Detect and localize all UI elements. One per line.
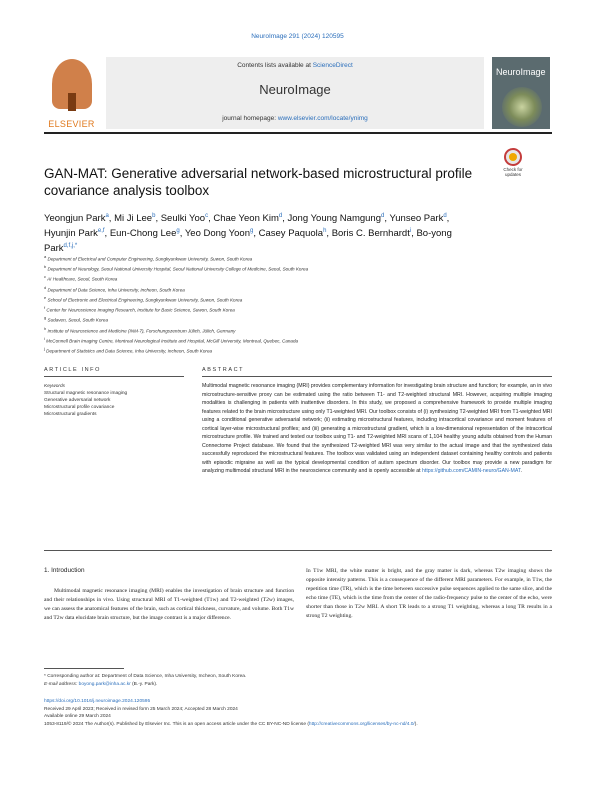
affiliation: $^e$ School of Electronic and Electrical Engineering, Sungkyunkwan University, Suwon, South Korea bbox=[44, 294, 243, 303]
author-name[interactable]: Yunseo Park bbox=[389, 213, 444, 225]
keywords-heading: Keywords bbox=[44, 384, 66, 389]
author-name[interactable]: Eun-Chong Lee bbox=[109, 228, 177, 240]
journal-masthead bbox=[44, 57, 552, 129]
contents-available: Contents lists available at ScienceDirect bbox=[237, 62, 353, 69]
author-email-link[interactable]: boyong.park@inha.ac.kr bbox=[78, 681, 131, 687]
crossmark-label: Check for updates bbox=[503, 167, 523, 177]
introduction-paragraph-right: In T1w MRI, the white matter is bright, and the gray matter is dark, whereas T2w imaging shows the opposite intensity patterns. This is a consequence of the different MRI parameters. For example, in T1w, the repetition time (TR), which is the time between successive pulse sequences applied to the same slice, and the echo time (TE), which is the time from the center of the radio-frequency pulse to the center of the echo, were shorter than those in T2w MRI. A short TR leads to a strong T1 weighting, whereas a long TR results in a strong T2 weighting. bbox=[306, 568, 552, 619]
abstract-text: Multimodal magnetic resonance imaging (MRI) provides complementary information for investigating brain structure and function; for example, an in vivo microstructure-sensitive proxy can be estimated using the ratio between T1- and T2-weighted structural MRI. However, acquiring multiple imaging modalities is challenging in patients with inattentive disorders. In this study, we proposed a comprehensive framework to provide multiple imaging features related to the brain microstructure using only T1-weighted MRI. Our toolbox consists of (i) synthesizing T2-weighted MRI from T1-weighted MRI using a conditional generative adversarial network; (ii) estimating microstructural features, including intracortical covariance and moment features of cortical layer-wise microstructural profiles; and (iii) generating a microstructural gradient, which is a low-dimensional representation of the intracortical microstructure profile. We trained and tested our toolbox using T1- and T2-weighted MRI scans of 1,104 healthy young adults obtained from the Human Connectome Project database. We found that the synthesized T2-weighted MRI was very similar to the actual image and that the synthesized data successfully reproduced the microstructural features. The toolbox was validated using an independent dataset containing healthy controls and patients with episodic migraine as well as the typical developmental condition of autism spectrum disorder. Our toolbox may provide a new paradigm for analyzing multimodal structural MRI in the neuroscience community and is openly accessible at https://github.com/CAMIN-neuro/GAN-MAT. bbox=[202, 383, 552, 474]
journal-homepage: journal homepage: www.elsevier.com/locate/ynimg bbox=[222, 115, 368, 122]
affiliation: $^h$ Institute of Neuroscience and Medicine (INM-7), Forschungszentrum Jülich, Jülich, Germany bbox=[44, 325, 236, 334]
introduction-heading: 1. Introduction bbox=[44, 567, 85, 574]
cover-title: NeuroImage bbox=[496, 67, 546, 77]
affiliation: $^i$ McConnell Brain Imaging Centre, Montreal Neurological Institute and Hospital, McGill University, Montreal, Quebec, Canada bbox=[44, 335, 299, 344]
affiliation: $^c$ AI Healthcare, Seoul, South Korea bbox=[44, 274, 118, 282]
author-affiliation-marker: i bbox=[409, 228, 412, 235]
author-name[interactable]: Seulki Yoo bbox=[160, 213, 206, 225]
elsevier-logo bbox=[44, 57, 99, 129]
header-divider bbox=[44, 132, 552, 134]
article-title: GAN-MAT: Generative adversarial network-based microstructural profile covariance analysis toolbox bbox=[44, 166, 473, 198]
author-name[interactable]: Chae Yeon Kim bbox=[213, 213, 279, 225]
keyword: Microstructural gradients bbox=[44, 412, 97, 417]
affiliation: $^a$ Department of Electrical and Computer Engineering, Sungkyunkwan University, Suwon, South Korea bbox=[44, 254, 253, 262]
license-statement: 1053-8119/© 2024 The Author(s). Published by Elsevier Inc. This is an open access article under the CC BY-NC-ND license (http://creativecommons.org/licenses/by-nc-nd/4.0/). bbox=[44, 721, 418, 727]
affiliation: $^g$ Sudaven, Seoul, South Korea bbox=[44, 315, 109, 323]
author-name[interactable]: Hyunjin Park bbox=[44, 228, 98, 240]
license-link[interactable]: http://creativecommons.org/licenses/by-nc-nd/4.0/ bbox=[308, 721, 415, 727]
homepage-link[interactable]: www.elsevier.com/locate/ynimg bbox=[277, 115, 368, 122]
github-link[interactable]: https://github.com/CAMIN-neuro/GAN-MAT bbox=[422, 468, 521, 474]
sciencedirect-link[interactable]: ScienceDirect bbox=[312, 62, 353, 69]
received-dates: Received 29 April 2023; Received in revised form 25 March 2024; Accepted 28 March 2024 bbox=[44, 706, 238, 712]
author-list: Yeongjun Park$^a$, Mi Ji Lee$^b$, Seulki Yoo$^c$, Chae Yeon Kim$^d$, Jong Young Namgung$^d$, Yunseo Park$^d$, Hyunjin Park$^{e,f}$, Eun-Chong Lee$^g$, Yeo Dong Yoon$^g$, Casey Paquola$^h$, Boris C. Bernhardt$^i$, Bo-yong Park$^{d,f,j,*}$ bbox=[44, 213, 452, 255]
publisher-name: ELSEVIER bbox=[48, 119, 95, 129]
author-name[interactable]: Boris C. Bernhardt bbox=[331, 228, 410, 240]
journal-cover-image bbox=[492, 57, 550, 129]
keywords-block bbox=[44, 383, 184, 418]
masthead-info bbox=[106, 57, 484, 129]
author-affiliation-marker: a bbox=[105, 213, 109, 219]
author-name[interactable]: Yeongjun Park bbox=[44, 213, 106, 225]
author-affiliation-marker: c bbox=[205, 213, 209, 219]
author-affiliation-marker: g bbox=[176, 228, 180, 235]
author-affiliation-marker: b bbox=[152, 213, 156, 219]
author-affiliation-marker: d bbox=[278, 213, 283, 219]
author-name[interactable]: Casey Paquola bbox=[258, 228, 324, 240]
publication-info bbox=[44, 698, 552, 728]
journal-name: NeuroImage bbox=[259, 82, 331, 97]
author-name[interactable]: Bo-yong Park bbox=[44, 228, 452, 255]
author-name[interactable]: Yeo Dong Yoon bbox=[184, 228, 250, 240]
author-name[interactable]: Jong Young Namgung bbox=[287, 213, 381, 225]
author-affiliation-marker: e,f bbox=[97, 228, 105, 235]
author-affiliation-marker: d bbox=[443, 213, 447, 219]
doi-link[interactable]: https://doi.org/10.1016/j.neuroimage.2024.120595 bbox=[44, 699, 151, 704]
author-affiliation-marker: d bbox=[381, 213, 385, 219]
abstract-heading: ABSTRACT bbox=[202, 367, 245, 373]
author-affiliation-marker: d,f,j,* bbox=[63, 243, 78, 250]
keyword: Microstructural profile covariance bbox=[44, 405, 115, 410]
affiliation-list bbox=[44, 253, 544, 355]
available-online: Available online 29 March 2024 bbox=[44, 714, 111, 720]
introduction-paragraph-left: Multimodal magnetic resonance imaging (MRI) enables the investigation of brain structure and function and their relationships in vivo. Using structural MRI of T1-weighted (T1w) and T2-weighted (T2w) images, we can assess the anatomical features of the brain, such as cortical thickness, curvature, and volume. Both T1w and T2w data elucidate brain structure, but the image contrast is a major difference. bbox=[44, 588, 294, 621]
affiliation: $^f$ Center for Neuroscience Imaging Research, Institute for Basic Science, Suwon, South Korea bbox=[44, 305, 235, 313]
keyword: Generative adversarial network bbox=[44, 398, 111, 403]
affiliation: $^j$ Department of Statistics and Data Science, Inha University, Incheon, South Korea bbox=[44, 346, 213, 354]
affiliation: $^b$ Department of Neurology, Seoul National University Hospital, Seoul National University College of Medicine, Seoul, South Korea bbox=[44, 264, 309, 272]
author-name[interactable]: Mi Ji Lee bbox=[114, 213, 153, 225]
article-info-heading: ARTICLE INFO bbox=[44, 367, 101, 373]
corresponding-author-footnote: * Corresponding author at: Department of Data Science, Inha University, Incheon, South Korea. E-mail address: boyong.park@inha.ac.kr (B.-y. Park). bbox=[44, 674, 247, 687]
author-affiliation-marker: h bbox=[323, 228, 327, 235]
journal-citation[interactable]: NeuroImage 291 (2024) 120595 bbox=[251, 33, 344, 40]
check-for-updates-button[interactable] bbox=[500, 148, 526, 180]
author-affiliation-marker: g bbox=[250, 228, 254, 235]
keyword: Structural magnetic resonance imaging bbox=[44, 391, 128, 396]
affiliation: $^d$ Department of Data Science, Inha University, Incheon, South Korea bbox=[44, 284, 185, 293]
